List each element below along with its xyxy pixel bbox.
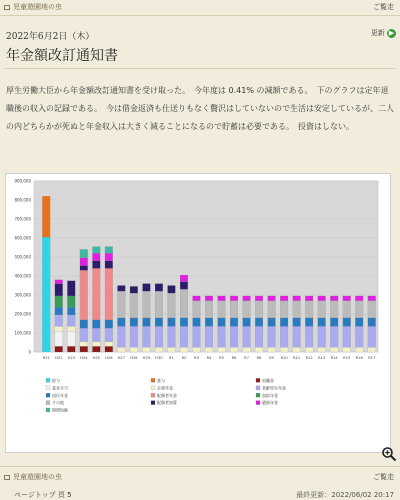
bar-segment <box>205 301 213 318</box>
bar-segment <box>155 347 163 352</box>
bar-segment <box>280 296 288 301</box>
y-tick-label: 500,000 <box>14 254 31 260</box>
bar-segment <box>330 318 338 327</box>
title-divider <box>4 68 396 69</box>
bar-segment <box>255 318 263 327</box>
bar-segment <box>305 301 313 318</box>
bar-segment <box>193 296 201 301</box>
bar-segment <box>268 318 276 327</box>
x-tick-label: R13 <box>318 356 326 360</box>
folder-icon <box>4 5 10 10</box>
bar-segment <box>343 318 351 327</box>
bar-segment <box>92 268 100 319</box>
x-tick-label: R17 <box>368 356 376 360</box>
bar-segment <box>293 301 301 318</box>
bar-segment <box>105 253 113 261</box>
bar-segment <box>80 346 88 352</box>
bar-segment <box>293 318 301 327</box>
header-right-link[interactable]: ご覧走 <box>373 3 394 11</box>
footer-bottom <box>0 490 400 500</box>
y-tick-label: 300,000 <box>14 292 31 298</box>
bar-segment <box>218 326 226 347</box>
bar-segment <box>92 328 100 341</box>
bar-segment <box>117 326 125 347</box>
legend-label: 老齢厚生年金 <box>262 385 286 391</box>
x-tick-label: H23 <box>67 356 75 360</box>
legend-label: その他 <box>52 400 64 406</box>
bar-segment <box>343 301 351 318</box>
bar-segment <box>230 318 238 327</box>
y-tick-label: 800,000 <box>14 197 31 203</box>
last-updated: 最終更新：2022/06/02 20:17 <box>296 491 394 499</box>
bar-segment <box>130 326 138 347</box>
x-tick-label: R6 <box>231 356 237 360</box>
magnifier-plus-icon[interactable] <box>381 446 397 462</box>
legend-swatch <box>151 401 155 405</box>
footer-right-link[interactable]: ご覧走 <box>373 473 394 481</box>
legend-label: 企業年金 <box>157 385 173 391</box>
bar-segment <box>355 318 363 327</box>
bar-segment <box>343 347 351 352</box>
bar-segment <box>80 249 88 258</box>
bar-segment <box>205 326 213 347</box>
bar-segment <box>205 347 213 352</box>
legend-label: 遺族年金 <box>262 400 278 406</box>
bar-segment <box>67 331 75 346</box>
x-tick-label: R5 <box>219 356 224 360</box>
bar-segment <box>168 286 176 294</box>
bar-segment <box>305 296 313 301</box>
bar-segment <box>305 347 313 352</box>
bar-segment <box>255 347 263 352</box>
bar-segment <box>55 346 63 352</box>
bar-segment <box>143 284 151 292</box>
bar-segment <box>130 318 138 327</box>
footer-divider <box>0 466 400 467</box>
arrow-right-circle-icon[interactable]: ▶ <box>388 28 395 37</box>
bar-segment <box>243 326 251 347</box>
bar-segment <box>55 331 63 346</box>
legend-swatch <box>151 378 155 382</box>
y-tick-label: 0 <box>28 349 31 355</box>
bar-segment <box>218 296 226 301</box>
bar-segment <box>105 342 113 347</box>
bar-segment <box>205 296 213 301</box>
bar-segment <box>230 296 238 301</box>
bar-segment <box>280 301 288 318</box>
bar-segment <box>180 275 188 282</box>
bar-segment <box>218 301 226 318</box>
bar-segment <box>55 284 63 296</box>
bar-segment <box>55 280 63 284</box>
bar-segment <box>355 296 363 301</box>
bar-segment <box>105 261 113 269</box>
bar-segment <box>205 318 213 327</box>
bar-segment <box>117 291 125 318</box>
bar-segment <box>318 296 326 301</box>
x-tick-label: H28 <box>130 356 138 360</box>
footer-breadcrumb-label[interactable]: 児童遊園地の虫 <box>13 473 62 481</box>
post-date: 2022年6月2日（木） <box>6 32 95 42</box>
bar-segment <box>280 318 288 327</box>
legend-label: 加給年金 <box>262 392 278 398</box>
legend-label: 国民年金 <box>52 392 68 398</box>
bar-segment <box>80 270 88 319</box>
x-tick-label: R7 <box>244 356 249 360</box>
legend-swatch <box>256 401 260 405</box>
page-top-link[interactable]: ページトップ 頁 5 <box>14 491 72 499</box>
bar-segment <box>67 326 75 331</box>
bar-segment <box>143 318 151 327</box>
bar-segment <box>105 247 113 254</box>
bar-segment <box>92 253 100 261</box>
bar-segment <box>318 326 326 347</box>
bar-segment <box>243 347 251 352</box>
legend-label: 配偶者加算 <box>157 400 177 406</box>
bar-segment <box>293 347 301 352</box>
bar-segment <box>80 328 88 341</box>
bar-segment <box>143 347 151 352</box>
bar-segment <box>105 346 113 352</box>
legend-label: 期間短縮 <box>52 407 68 413</box>
bar-segment <box>318 347 326 352</box>
bar-segment <box>193 301 201 318</box>
y-tick-label: 700,000 <box>14 216 31 222</box>
legend-label: 給与 <box>52 378 60 383</box>
bar-segment <box>243 318 251 327</box>
bar-segment <box>255 296 263 301</box>
x-tick-label: R1 <box>169 356 174 360</box>
bar-segment <box>268 301 276 318</box>
legend-swatch <box>256 386 260 390</box>
bar-segment <box>268 347 276 352</box>
bar-segment <box>80 258 88 266</box>
y-tick-label: 900,000 <box>14 178 31 184</box>
bar-segment <box>180 326 188 347</box>
bar-segment <box>318 301 326 318</box>
bar-segment <box>55 296 63 307</box>
breadcrumb[interactable] <box>4 2 62 12</box>
bar-segment <box>168 326 176 347</box>
bar-segment <box>368 318 376 327</box>
post-body: 厚生労働大臣から年金額改訂通知書を受け取った。 今年度は 0.41% の減額である。 下のグラフは定年退職後の収入の記録である。 今は借金返済も仕送りもなく贅沢はしていないので生活は安定しているが、二人の内どちらかが死ぬと年金収入は大きく減ることになるので貯蓄は必要である。 投資はしない。 <box>6 86 394 131</box>
x-tick-label: H30 <box>155 356 163 360</box>
footer-breadcrumb[interactable] <box>4 472 62 482</box>
legend-swatch <box>256 378 260 382</box>
bar-segment <box>105 268 113 319</box>
x-tick-label: H22 <box>55 356 63 360</box>
legend-swatch <box>256 393 260 397</box>
bar-segment <box>105 328 113 341</box>
x-tick-label: R4 <box>206 356 212 360</box>
top-bar <box>0 0 400 16</box>
bar-segment <box>117 318 125 327</box>
x-tick-label: R2 <box>181 356 187 360</box>
bar-segment <box>280 326 288 347</box>
x-tick-label: R10 <box>280 356 288 360</box>
legend-swatch <box>151 386 155 390</box>
bar-segment <box>130 347 138 352</box>
bar-segment <box>80 266 88 271</box>
bar-segment <box>243 301 251 318</box>
bar-segment <box>155 326 163 347</box>
breadcrumb-label[interactable]: 児童遊園地の虫 <box>13 3 62 11</box>
newer-post-label[interactable]: 更新 <box>370 29 385 37</box>
bar-segment <box>92 247 100 254</box>
bar-segment <box>155 284 163 292</box>
bar-segment <box>355 326 363 347</box>
bar-segment <box>268 326 276 347</box>
bar-segment <box>330 347 338 352</box>
bar-segment <box>305 326 313 347</box>
bar-segment <box>243 296 251 301</box>
bar-segment <box>80 320 88 329</box>
bar-segment <box>168 318 176 327</box>
legend-swatch <box>46 386 50 390</box>
folder-icon <box>4 475 10 480</box>
x-tick-label: R9 <box>269 356 274 360</box>
bar-segment <box>67 296 75 307</box>
bar-segment <box>318 318 326 327</box>
bar-segment <box>67 281 75 296</box>
bar-segment <box>368 326 376 347</box>
bar-segment <box>268 296 276 301</box>
bar-segment <box>293 296 301 301</box>
bar-segment <box>193 326 201 347</box>
legend-swatch <box>151 393 155 397</box>
bar-segment <box>155 291 163 318</box>
bar-segment <box>130 286 138 293</box>
bar-segment <box>180 347 188 352</box>
bar-segment <box>343 296 351 301</box>
bar-segment <box>80 342 88 347</box>
y-tick-label: 200,000 <box>14 311 31 317</box>
x-tick-label: H29 <box>142 356 151 360</box>
bar-segment <box>355 347 363 352</box>
bar-segment <box>330 301 338 318</box>
bar-segment <box>280 347 288 352</box>
bar-segment <box>368 301 376 318</box>
bar-segment <box>180 289 188 318</box>
bar-segment <box>42 237 50 352</box>
bar-segment <box>92 342 100 347</box>
bar-segment <box>330 296 338 301</box>
bar-segment <box>168 293 176 318</box>
x-tick-label: R12 <box>305 356 313 360</box>
x-tick-label: R3 <box>194 356 199 360</box>
x-tick-label: R15 <box>343 356 351 360</box>
bar-segment <box>218 347 226 352</box>
x-tick-label: H26 <box>105 356 113 360</box>
bar-segment <box>193 347 201 352</box>
bar-segment <box>105 320 113 329</box>
x-tick-label: H24 <box>80 356 88 360</box>
bar-segment <box>368 296 376 301</box>
bar-segment <box>92 320 100 329</box>
legend-label: 賞与 <box>157 378 165 383</box>
bar-segment <box>305 318 313 327</box>
bar-segment <box>117 286 125 292</box>
bar-segment <box>168 347 176 352</box>
bar-segment <box>255 326 263 347</box>
y-tick-label: 600,000 <box>14 235 31 241</box>
x-tick-label: H21 <box>42 356 50 360</box>
x-tick-label: R16 <box>355 356 363 360</box>
bar-segment <box>330 326 338 347</box>
y-tick-label: 400,000 <box>14 273 31 279</box>
bar-segment <box>67 307 75 315</box>
bar-segment <box>143 291 151 318</box>
bar-segment <box>180 282 188 290</box>
bar-segment <box>67 346 75 352</box>
income-chart <box>6 174 390 452</box>
legend-swatch <box>46 401 50 405</box>
bar-segment <box>155 318 163 327</box>
legend-label: 基本手当 <box>52 385 68 391</box>
bar-segment <box>117 347 125 352</box>
bar-segment <box>230 347 238 352</box>
bar-segment <box>143 326 151 347</box>
bar-segment <box>218 318 226 327</box>
x-tick-label: H25 <box>92 356 100 360</box>
legend-label: 配偶者年金 <box>157 392 177 398</box>
legend-swatch <box>46 378 50 382</box>
legend-label: 退職金 <box>262 378 274 383</box>
bar-segment <box>130 293 138 318</box>
bar-segment <box>230 326 238 347</box>
bar-segment <box>92 346 100 352</box>
bar-segment <box>368 347 376 352</box>
legend-swatch <box>46 408 50 412</box>
bar-segment <box>193 318 201 327</box>
post-title: 年金額改訂通知書 <box>6 48 118 64</box>
x-tick-label: H27 <box>117 356 126 360</box>
bar-segment <box>55 315 63 326</box>
x-tick-label: R8 <box>256 356 262 360</box>
bar-segment <box>92 261 100 269</box>
newer-post-link[interactable] <box>371 28 396 38</box>
bar-segment <box>180 318 188 327</box>
legend-swatch <box>46 393 50 397</box>
bar-segment <box>55 307 63 315</box>
bar-segment <box>343 326 351 347</box>
bar-segment <box>230 301 238 318</box>
income-chart-figure <box>5 173 391 453</box>
x-tick-label: R14 <box>330 356 338 360</box>
bar-segment <box>55 326 63 331</box>
bar-segment <box>255 301 263 318</box>
bar-segment <box>42 196 50 237</box>
x-tick-label: R11 <box>293 356 301 360</box>
bar-segment <box>67 315 75 326</box>
bar-segment <box>293 326 301 347</box>
y-tick-label: 100,000 <box>14 330 31 336</box>
bar-segment <box>355 301 363 318</box>
